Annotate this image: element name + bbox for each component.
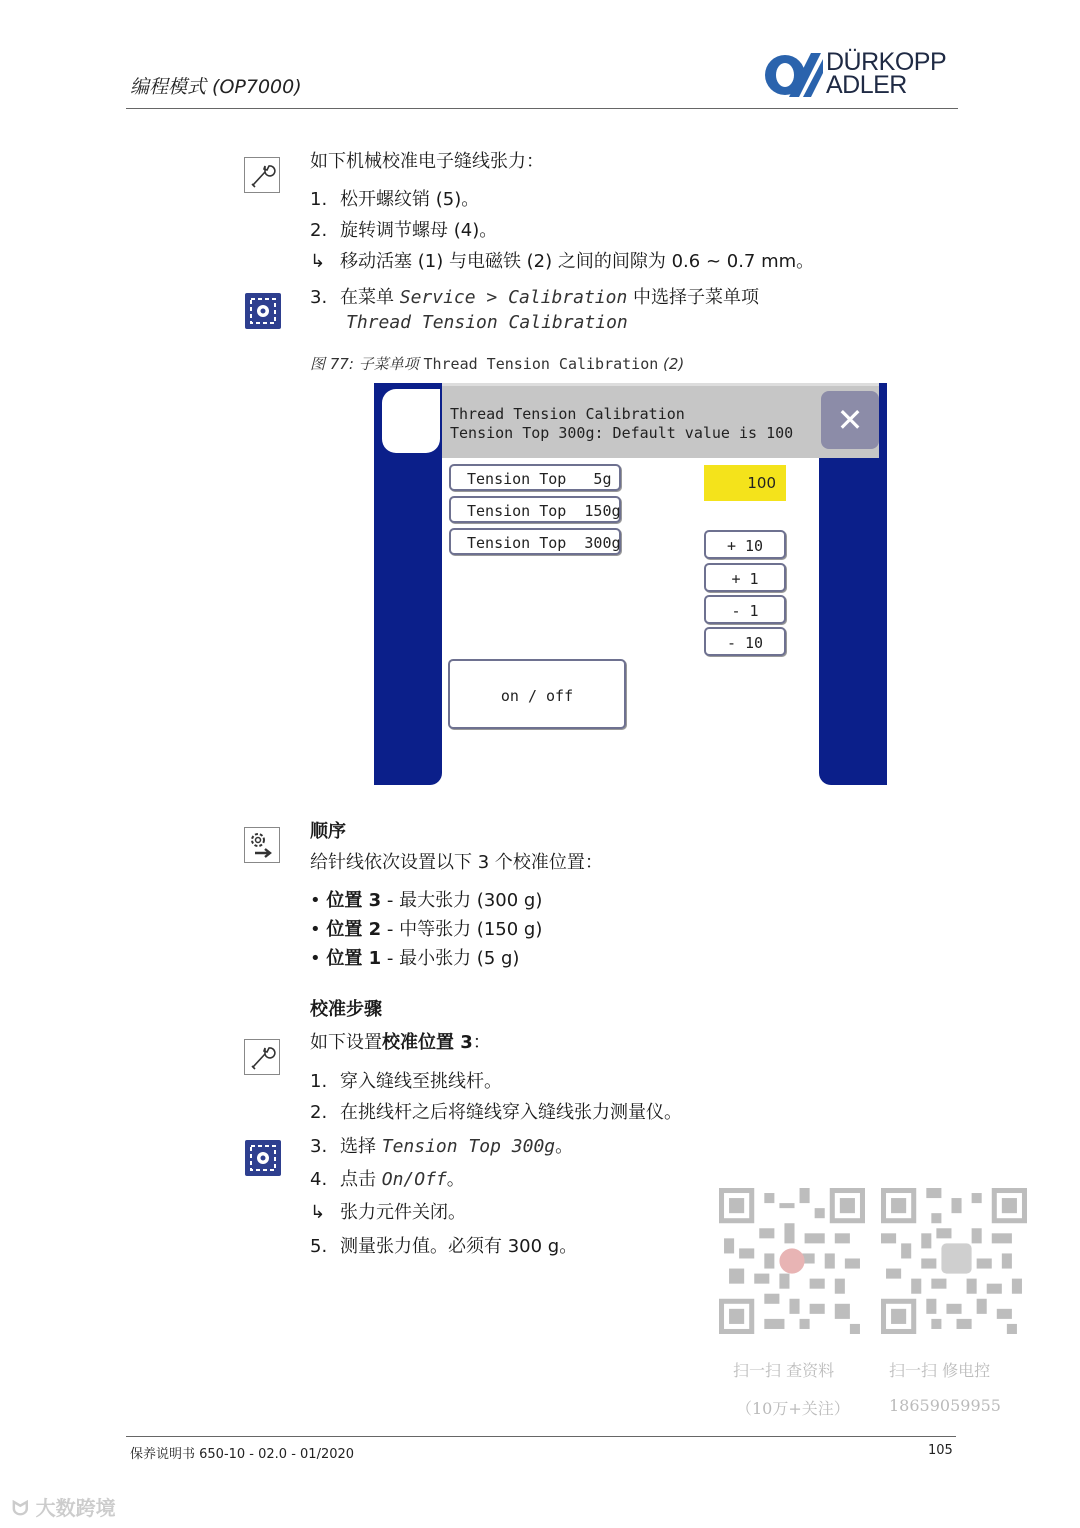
menu-item-path: Thread Tension Calibration — [346, 312, 628, 333]
result-arrow-icon: ↳ — [310, 251, 326, 272]
tension-value-field: 100 — [704, 465, 786, 501]
step-row: 4. 点击 On/Off。 — [310, 1169, 465, 1190]
screen-title: Thread Tension Calibration Tension Top 300g: Default value is 100 — [450, 405, 794, 442]
result-row: ↳ 张力元件关闭。 — [310, 1202, 466, 1223]
qr-code-left[interactable] — [719, 1188, 865, 1334]
screen-corner — [382, 389, 440, 453]
brand-logo-icon — [763, 53, 823, 97]
qr-right-subcaption: 18659059955 — [889, 1396, 1001, 1415]
result-arrow-icon: ↳ — [310, 1202, 326, 1223]
qr-left-subcaption: （10万+关注） — [736, 1399, 850, 1418]
qr-right-caption: 扫一扫 修电控 — [889, 1361, 991, 1380]
qr-left-caption: 扫一扫 查资料 — [733, 1361, 835, 1380]
page-number: 105 — [928, 1443, 953, 1458]
tension-top-5g-button[interactable]: Tension Top 5g — [449, 464, 621, 491]
close-icon: ✕ — [836, 401, 864, 439]
on-off-button[interactable]: on / off — [448, 659, 626, 729]
plus-1-button[interactable]: + 1 — [704, 563, 786, 592]
figure-caption: 图 77: 子菜单项 Thread Tension Calibration (2) — [310, 355, 685, 373]
section1-intro: 如下机械校准电子缝线张力： — [310, 151, 544, 172]
tension-top-300g-button[interactable]: Tension Top 300g — [449, 528, 621, 555]
bullet-item: • 位置 1 - 最小张力 (5 g) — [310, 948, 520, 969]
calibration-steps-heading: 校准步骤 — [310, 999, 382, 1020]
watermark: ᗢ 大数跨境 — [12, 1496, 116, 1520]
step-row: 3. 选择 Tension Top 300g。 — [310, 1136, 574, 1157]
header-divider — [126, 108, 958, 109]
step-row: 1. 穿入缝线至挑线杆。 — [310, 1071, 502, 1092]
gear-arrow-icon — [244, 827, 280, 863]
calibration-intro: 如下设置校准位置 3： — [310, 1032, 491, 1053]
sequence-heading: 顺序 — [310, 821, 346, 842]
wrench-icon — [244, 1039, 280, 1075]
bullet-item: • 位置 2 - 中等张力 (150 g) — [310, 919, 543, 940]
bullet-item: • 位置 3 - 最大张力 (300 g) — [310, 890, 543, 911]
watermark-logo-icon: ᗢ — [12, 1496, 36, 1520]
brand-name: DÜRKOPP ADLER — [826, 48, 947, 99]
minus-10-button[interactable]: - 10 — [704, 627, 786, 656]
page-header-title: 编程模式 (OP7000) — [130, 76, 302, 98]
qr-code-right[interactable] — [881, 1188, 1027, 1334]
step-row: 1. 松开螺纹销 (5)。 — [310, 189, 480, 210]
footer-divider — [126, 1436, 956, 1437]
calibration-screen — [374, 383, 887, 785]
step-row: 2. 旋转调节螺母 (4)。 — [310, 220, 498, 241]
close-button[interactable] — [821, 391, 879, 449]
control-panel-icon — [245, 1140, 281, 1176]
wrench-icon — [244, 157, 280, 193]
footer-doc-id: 保养说明书 650-10 - 02.0 - 01/2020 — [130, 1447, 355, 1462]
tension-top-150g-button[interactable]: Tension Top 150g — [449, 496, 621, 523]
step-row: 5. 测量张力值。必须有 300 g。 — [310, 1236, 578, 1257]
plus-10-button[interactable]: + 10 — [704, 530, 786, 559]
result-row: ↳ 移动活塞 (1) 与电磁铁 (2) 之间的间隙为 0.6 ~ 0.7 mm。 — [310, 251, 815, 272]
sequence-intro: 给针线依次设置以下 3 个校准位置： — [310, 852, 603, 873]
step-row: 3. 在菜单 Service > Calibration 中选择子菜单项 — [310, 287, 760, 308]
minus-1-button[interactable]: - 1 — [704, 595, 786, 624]
step-row: 2. 在挑线杆之后将缝线穿入缝线张力测量仪。 — [310, 1102, 682, 1123]
control-panel-icon — [245, 293, 281, 329]
